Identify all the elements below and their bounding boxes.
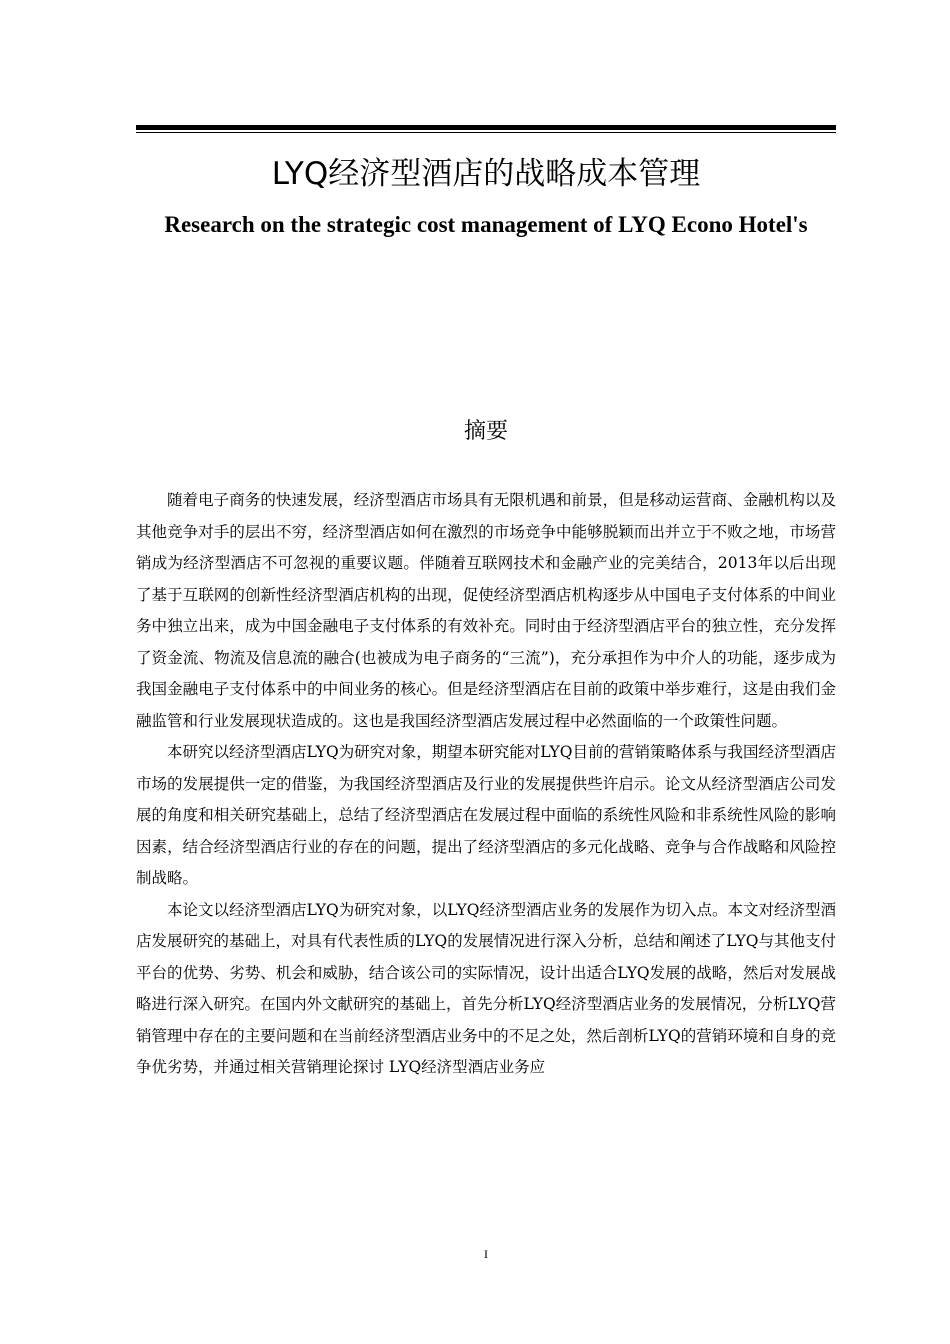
chinese-title: LYQ经济型酒店的战略成本管理 xyxy=(271,156,701,192)
abstract-paragraph-3: 本论文以经济型酒店LYQ为研究对象，以LYQ经济型酒店业务的发展作为切入点。本文对经济型酒店发展研究的基础上，对具有代表性质的LYQ的发展情况进行深入分析，总结和阐述了LYQ与其他支付平台的优势、劣势、机会和威胁，结合该公司的实际情况，设计出适合LYQ发展的战略，然后对发展战略进行深入研究。在国内外文献研究的基础上，首先分析LYQ经济型酒店业务的发展情况，分析LYQ营销管理中存在的主要问题和在当前经济型酒店业务中的不足之处，然后剖析LYQ的营销环境和自身的竞争优劣势，并通过相关营销理论探讨 LYQ经济型酒店业务应 xyxy=(136,900,836,1076)
header-rule-thin xyxy=(136,132,836,133)
abstract-paragraph-2: 本研究以经济型酒店LYQ为研究对象，期望本研究能对LYQ目前的营销策略体系与我国经济型酒店市场的发展提供一定的借鉴，为我国经济型酒店及行业的发展提供些许启示。论文从经济型酒店公司发展的角度和相关研究基础上，总结了经济型酒店在发展过程中面临的系统性风险和非系统性风险的影响因素，结合经济型酒店行业的存在的问题，提出了经济型酒店的多元化战略、竞争与合作战略和风险控制战略。 xyxy=(136,743,836,887)
english-title: Research on the strategic cost management of LYQ Econo Hotel's xyxy=(164,212,808,237)
header-rule-thick xyxy=(136,125,836,130)
abstract-heading: 摘要 xyxy=(463,419,508,444)
page-number: I xyxy=(484,1247,488,1261)
abstract-body xyxy=(136,485,836,1084)
abstract-paragraph-1: 随着电子商务的快速发展，经济型酒店市场具有无限机遇和前景，但是移动运营商、金融机构以及其他竞争对手的层出不穷，经济型酒店如何在激烈的市场竞争中能够脱颖而出并立于不败之地，市场营销成为经济型酒店不可忽视的重要议题。伴随着互联网技术和金融产业的完美结合，2013年以后出现了基于互联网的创新性经济型酒店机构的出现，促使经济型酒店机构逐步从中国电子支付体系的中间业务中独立出来，成为中国金融电子支付体系的有效补充。同时由于经济型酒店平台的独立性，充分发挥了资金流、物流及信息流的融合(也被成为电子商务的“三流”)，充分承担作为中介人的功能，逐步成为我国金融电子支付体系中的中间业务的核心。但是经济型酒店在目前的政策中举步难行，这是由我们金融监管和行业发展现状造成的。这也是我国经济型酒店发展过程中必然面临的一个政策性问题。 xyxy=(136,491,836,730)
